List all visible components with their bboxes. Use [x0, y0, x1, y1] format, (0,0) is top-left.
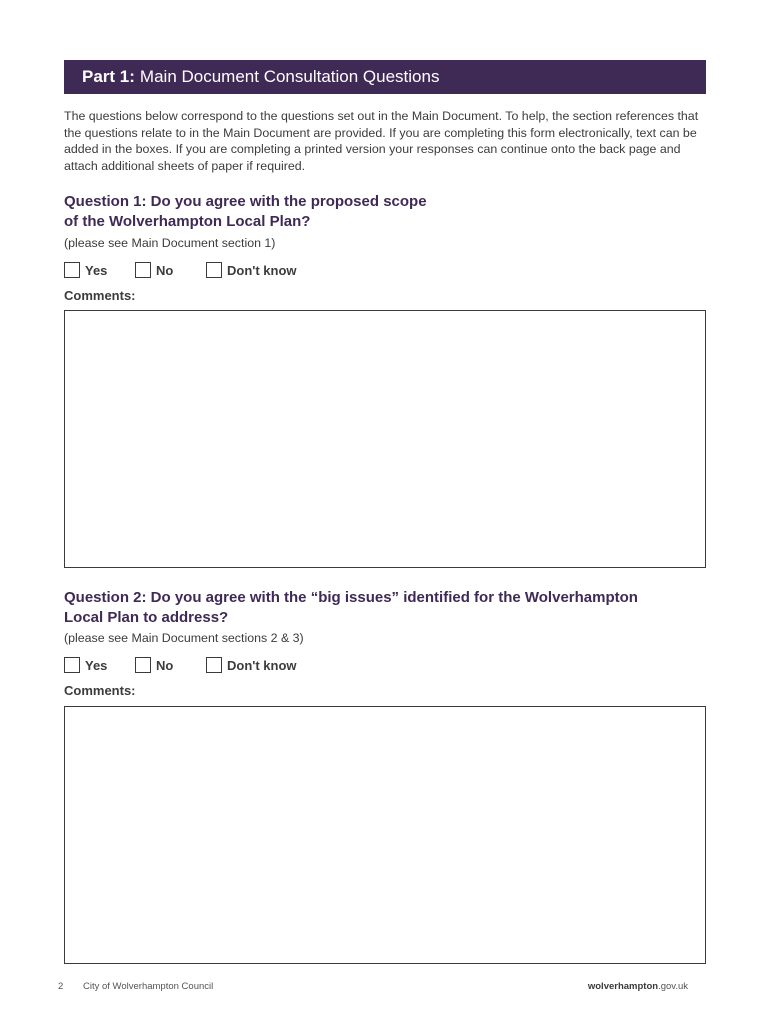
question-2-option-yes[interactable]: [64, 655, 107, 675]
question-2-title-line-2: Local Plan to address?: [64, 609, 229, 626]
question-1-no-checkbox[interactable]: [135, 262, 151, 278]
question-2-reference: (please see Main Document sections 2 & 3): [64, 631, 304, 645]
question-2-option-dont-know[interactable]: [206, 655, 297, 675]
page-footer: [0, 981, 770, 995]
question-1-reference: (please see Main Document section 1): [64, 236, 276, 250]
question-2-comments-field[interactable]: [64, 706, 706, 964]
question-1-yes-label: Yes: [85, 262, 108, 278]
question-1-options: [64, 260, 464, 280]
question-2-option-no[interactable]: [135, 655, 173, 675]
question-1-title-line-1: Question 1: Do you agree with the proposed scope: [64, 193, 427, 210]
question-1-no-label: No: [156, 262, 174, 278]
question-1-comments-field[interactable]: [64, 310, 706, 568]
question-2-yes-label: Yes: [85, 657, 108, 673]
question-1-option-no[interactable]: [135, 260, 173, 280]
page-number: 2: [58, 981, 64, 992]
question-2-options: [64, 655, 464, 675]
question-1-dont-know-label: Don't know: [227, 262, 297, 278]
question-1-title: [64, 192, 427, 232]
intro-paragraph: The questions below correspond to the questions set out in the Main Document. To help, the section references that the questions relate to in the Main Document are provided. If you are completing this form electronically, text can be added in the boxes. If you are completing a printed version your responses can continue onto the back page and attach additional sheets of paper if required.: [64, 109, 699, 173]
question-2-dont-know-label: Don't know: [227, 657, 297, 673]
question-2-no-checkbox[interactable]: [135, 657, 151, 673]
question-2-no-label: No: [156, 657, 174, 673]
question-2-dont-know-checkbox[interactable]: [206, 657, 222, 673]
question-2-title: [64, 588, 638, 628]
section-title: Main Document Consultation Questions: [139, 67, 440, 86]
question-2-comments-label: Comments:: [64, 683, 136, 698]
council-name: City of Wolverhampton Council: [83, 981, 214, 992]
website-link[interactable]: [588, 981, 688, 992]
question-1-option-dont-know[interactable]: [206, 260, 297, 280]
website-domain-suffix: .gov.uk: [658, 981, 688, 992]
question-1-title-line-2: of the Wolverhampton Local Plan?: [64, 213, 311, 230]
question-2-title-line-1: Question 2: Do you agree with the “big issues” identified for the Wolverhampton: [64, 589, 638, 606]
question-1-comments-label: Comments:: [64, 288, 136, 303]
part-label: Part 1:: [82, 67, 135, 86]
website-domain-bold: wolverhampton: [587, 981, 659, 992]
question-1-dont-know-checkbox[interactable]: [206, 262, 222, 278]
question-1-option-yes[interactable]: [64, 260, 107, 280]
question-2-yes-checkbox[interactable]: [64, 657, 80, 673]
section-header: [64, 60, 706, 94]
question-1-yes-checkbox[interactable]: [64, 262, 80, 278]
